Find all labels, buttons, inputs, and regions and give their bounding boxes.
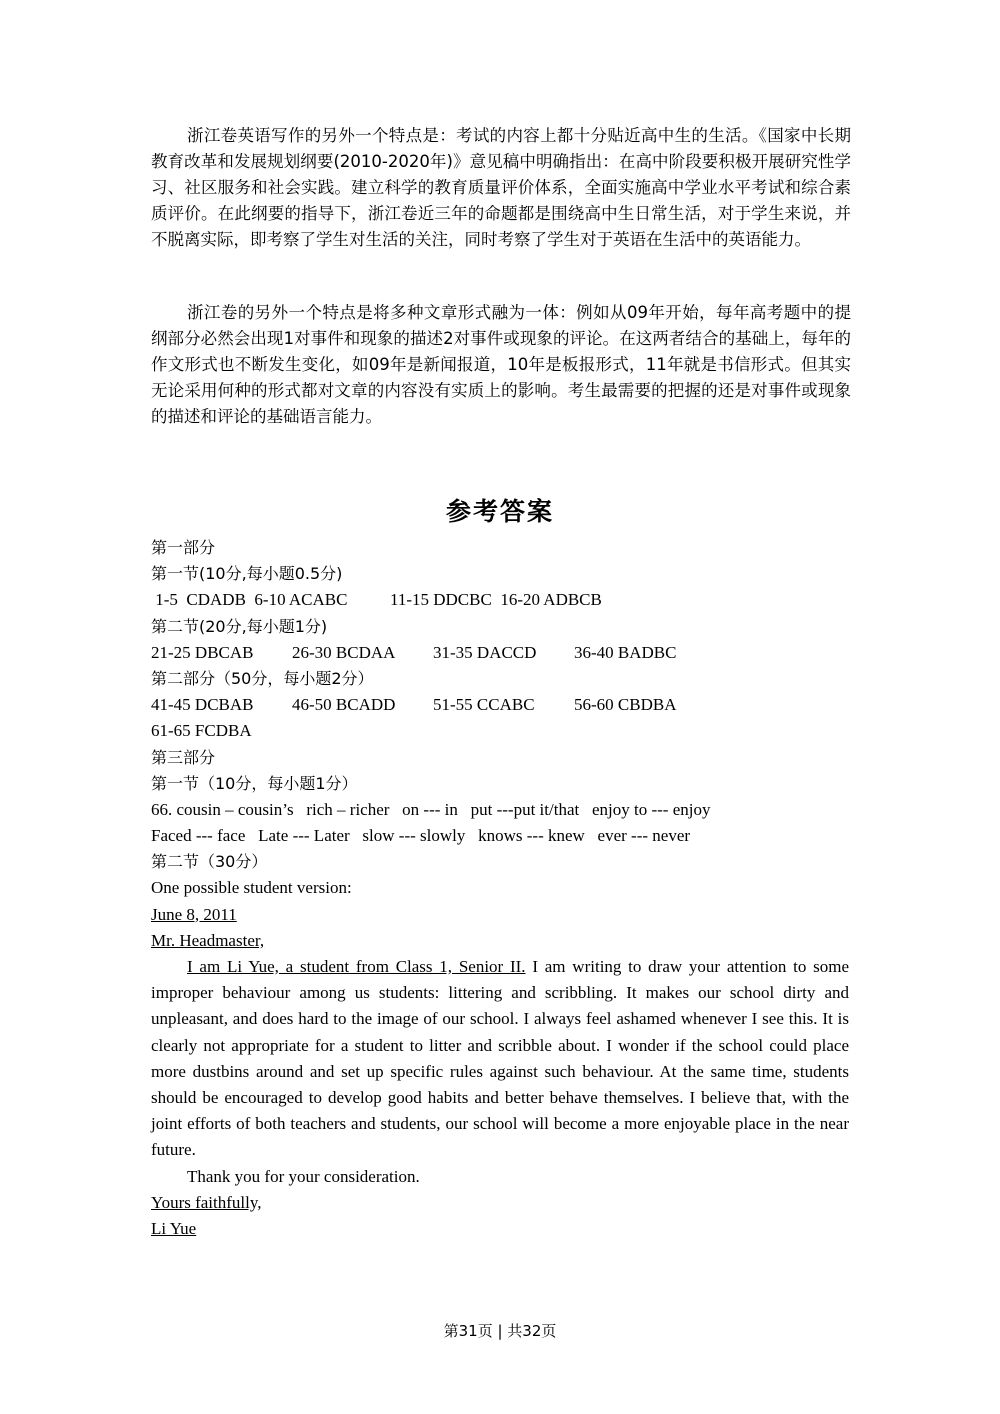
part3-heading: 第三部分 [151,747,216,767]
corrections-line-2: Faced --- face Late --- Later slow --- slowly knows --- knew ever --- never [151,826,691,846]
section1-heading: 第一节(10分,每小题0.5分) [151,564,343,584]
answer-group: 36-40 BADBC [574,642,677,662]
answer-group: 41-45 DCBAB [151,695,254,715]
section2-heading: 第二节(20分,每小题1分) [151,616,328,636]
letter-body [151,954,849,1164]
part1-heading: 第一部分 [151,538,216,557]
letter-opening: I am Li Yue, a student from Class 1, Senior II. [187,957,526,976]
part3-section1-heading: 第一节（10分，每小题1分） [151,773,358,793]
section-title: 参考答案 [445,497,554,526]
intro-paragraph-1: 浙江卷英语写作的另外一个特点是：考试的内容上都十分贴近高中生的生活。《国家中长期教育改革和发展规划纲要(2010-2020年)》意见稿中明确指出：在高中阶段要积极开展研究性学习、社区服务和社会实践。建立科学的教育质量评价体系，全面实施高中学业水平考试和综合素质评价。在此纲要的指导下，浙江卷近三年的命题都是围绕高中生日常生活，对于学生来说，并不脱离实际，即考察了学生对生活的关注，同时考察了学生对于英语在生活中的英语能力。 [151,126,851,249]
answer-key [151,535,851,1242]
part2-answers-row2: 61-65 FCDBA [151,721,252,741]
page-footer: 第31页 | 共32页 [443,1322,557,1340]
letter-body-text: I am writing to draw your attention to some improper behaviour among us students: littering and scribbling. It makes our school dirty and unpleasant, and does hard to the image of our school. I always feel ashamed whenever I see this. It is clearly not appropriate for a student to litter and scribble about. I wonder if the school could place more dustbins around and set up specific rules against such behaviour. At the same time, students should be encouraged to develop good habits and better behave themselves. I believe that, with the joint efforts of both teachers and students, our school will become a more enjoyable place in the near future. [151,957,850,1160]
letter-signature: Li Yue [151,1219,197,1238]
answer-group: 21-25 DBCAB [151,642,254,662]
section2-answers [151,640,851,666]
answer-group: 26-30 BCDAA [292,642,396,662]
part3-section2-heading: 第二节（30分） [151,852,268,872]
section1-answers: 1-5 CDADB 6-10 ACABC 11-15 DDCBC 16-20 ADBCB [151,590,602,610]
answer-group: 31-35 DACCD [433,642,537,662]
part2-heading: 第二部分（50分，每小题2分） [151,668,374,688]
letter-date: June 8, 2011 [151,904,237,924]
corrections-line-1: 66. cousin – cousin’s rich – richer on --- in put ---put it/that enjoy to --- enjoy [151,799,711,819]
answer-group: 51-55 CCABC [433,695,535,715]
letter-thanks: Thank you for your consideration. [187,1166,420,1186]
part2-answers-row1 [151,692,851,718]
intro-paragraph-2: 浙江卷的另外一个特点是将多种文章形式融为一体：例如从09年开始，每年高考题中的提纲部分必然会出现1对事件和现象的描述2对事件或现象的评论。在这两者结合的基础上，每年的作文形式也不断发生变化，如09年是新闻报道，10年是板报形式，11年就是书信形式。但其实无论采用何种的形式都对文章的内容没有实质上的影响。考生最需要的把握的还是对事件或现象的描述和评论的基础语言能力。 [151,303,851,426]
answer-group: 56-60 CBDBA [574,695,677,715]
letter-intro: One possible student version: [151,878,352,898]
answer-group: 46-50 BCADD [292,695,396,715]
letter-closing: Yours faithfully, [151,1192,262,1212]
letter-salutation: Mr. Headmaster, [151,930,265,950]
